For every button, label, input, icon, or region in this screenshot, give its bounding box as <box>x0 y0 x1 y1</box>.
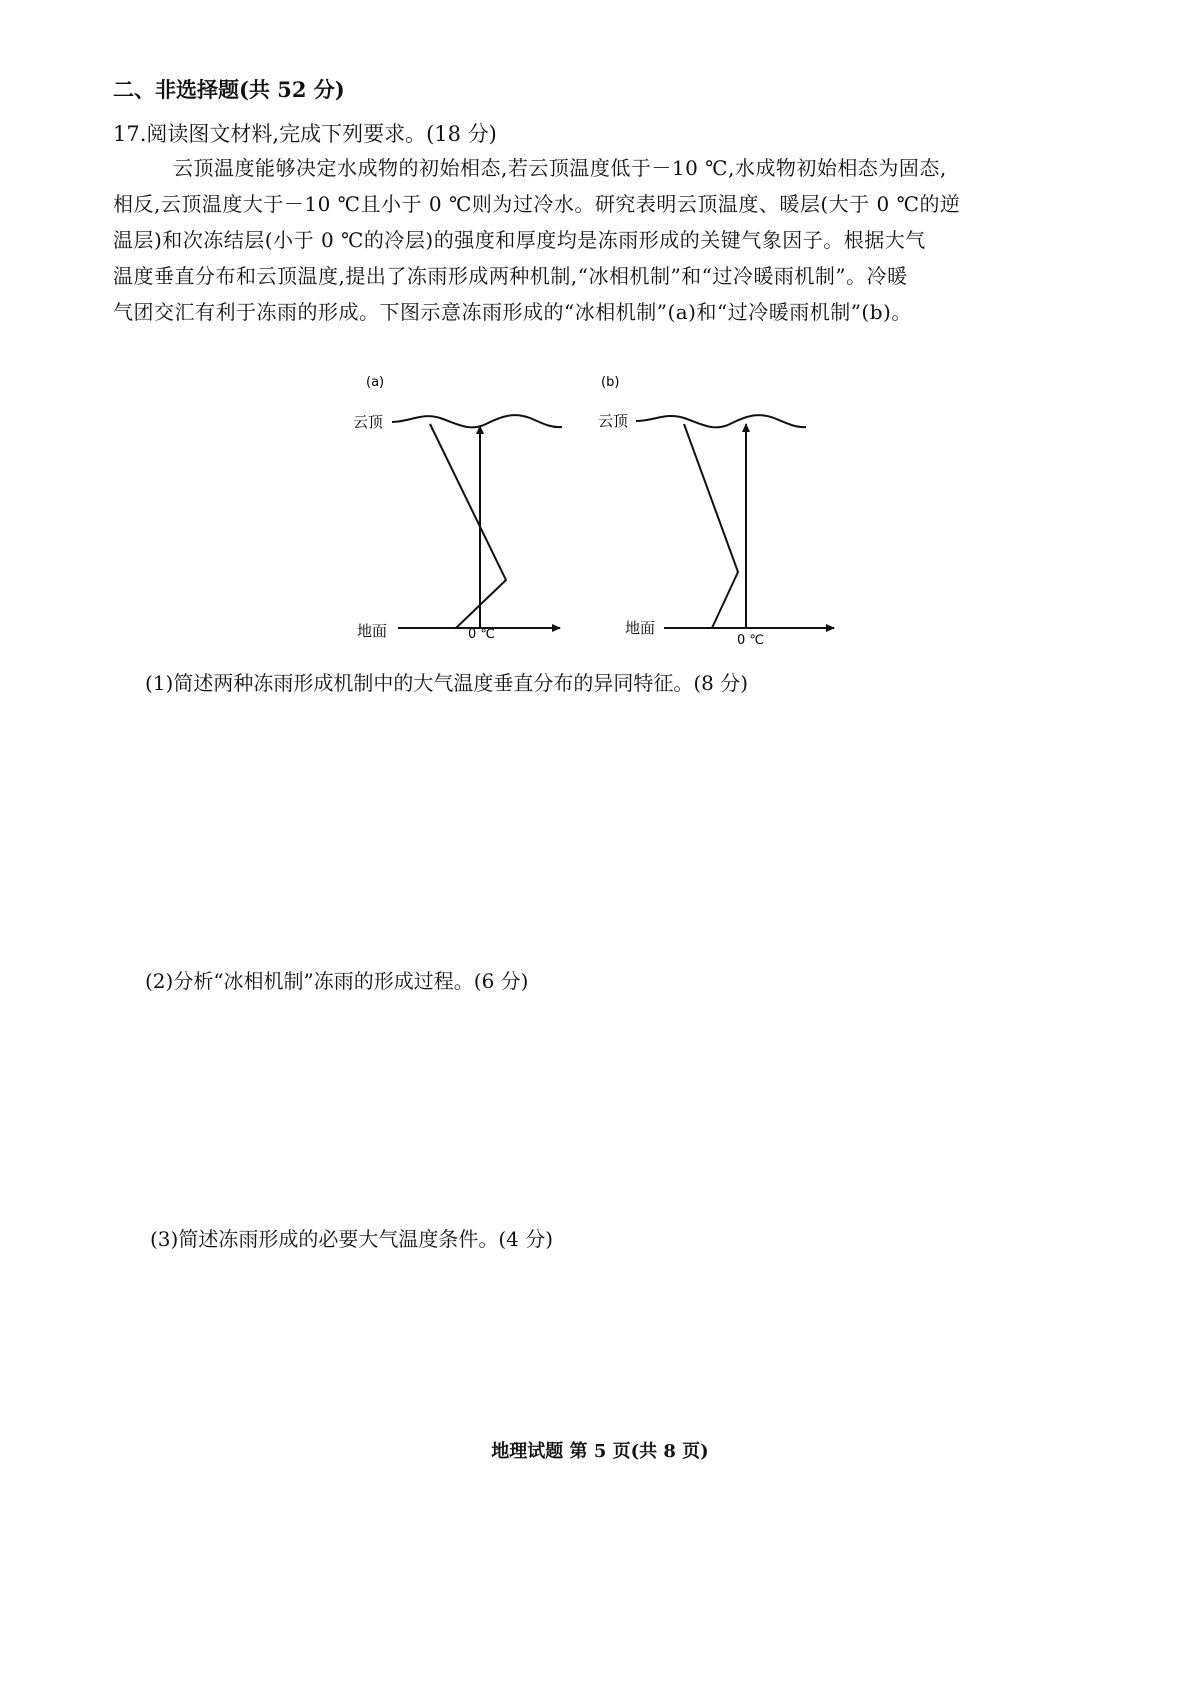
diagram-b-ground-label: 地面 <box>625 619 656 637</box>
diagram-b <box>598 375 834 648</box>
question-title: 17.阅读图文材料,完成下列要求。(18 分) <box>113 122 497 146</box>
material-line: 云顶温度能够决定水成物的初始相态,若云顶温度低于－10 ℃,水成物初始相态为固态, <box>173 156 947 180</box>
diagram-a-cloud-top-label: 云顶 <box>353 413 384 431</box>
diagram-b-zero-label: 0 ℃ <box>737 633 765 648</box>
diagram-a-temperature-profile <box>430 424 506 628</box>
diagram-a-ground-label: 地面 <box>357 622 388 640</box>
sub-question-2: (2)分析“冰相机制”冻雨的形成过程。(6 分) <box>145 969 529 993</box>
sub-question-3: (3)简述冻雨形成的必要大气温度条件。(4 分) <box>150 1227 554 1251</box>
material-line: 温度垂直分布和云顶温度,提出了冻雨形成两种机制,“冰相机制”和“过冷暖雨机制”。冷暖 <box>113 264 908 288</box>
diagram-b-cloud-top-label: 云顶 <box>598 412 629 430</box>
sub-question-1: (1)简述两种冻雨形成机制中的大气温度垂直分布的异同特征。(8 分) <box>145 671 749 695</box>
freezing-rain-diagrams <box>0 0 1200 648</box>
diagram-a <box>353 375 562 642</box>
material-line: 气团交汇有利于冻雨的形成。下图示意冻雨形成的“冰相机制”(a)和“过冷暖雨机制”(b)。 <box>113 300 912 324</box>
material-line: 相反,云顶温度大于－10 ℃且小于 0 ℃则为过冷水。研究表明云顶温度、暖层(大于 0 ℃的逆 <box>113 192 961 216</box>
material-line: 温层)和次冻结层(小于 0 ℃的冷层)的强度和厚度均是冻雨形成的关键气象因子。根据大气 <box>113 228 926 252</box>
diagram-b-cloud-top-wave <box>636 415 806 427</box>
diagram-a-label: (a) <box>366 375 385 390</box>
diagram-b-temperature-profile <box>684 424 738 628</box>
diagram-a-cloud-top-wave <box>392 415 562 427</box>
section-title: 二、非选择题(共 52 分) <box>113 77 345 102</box>
diagram-a-zero-label: 0 ℃ <box>468 627 496 642</box>
page-footer: 地理试题 第 5 页(共 8 页) <box>491 1441 709 1462</box>
diagram-b-label: (b) <box>601 375 620 390</box>
